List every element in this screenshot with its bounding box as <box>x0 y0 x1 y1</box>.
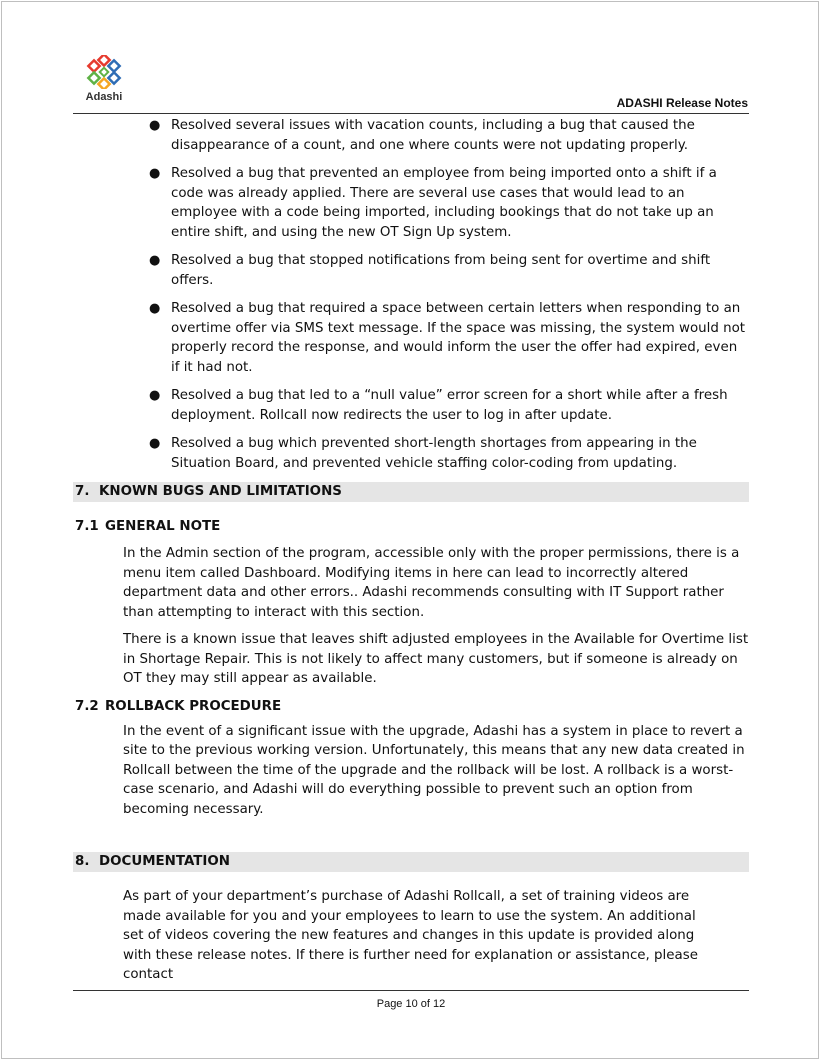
adashi-logo-icon <box>86 55 122 89</box>
page-content <box>73 116 749 985</box>
bullet-text: Resolved a bug that stopped notifications from being sent for overtime and shift offers. <box>171 253 711 288</box>
subsection-heading-rollback <box>73 697 749 716</box>
subsection-number: 7.1 <box>75 519 99 534</box>
section-number: 8. <box>75 854 90 869</box>
logo-text: Adashi <box>85 91 123 103</box>
subsection-title: ROLLBACK PROCEDURE <box>105 698 282 714</box>
section-title: DOCUMENTATION <box>99 854 231 869</box>
list-item <box>73 434 749 473</box>
bullet-text: Resolved a bug that prevented an employee from being imported onto a shift if a code was already applied. There are several use cases that would lead to an employee with a code being imported, including bookings that do not take up an entire shift, and using the new OT Sign Up system. <box>171 166 717 240</box>
subsection-title: GENERAL NOTE <box>105 519 221 534</box>
list-item <box>73 386 749 425</box>
bullet-text: Resolved a bug that required a space between certain letters when responding to an overtime offer via SMS text message. If the space was missing, the system would not properly record the response, and would inform the user the offer had expired, even if it had not. <box>171 301 746 375</box>
section-heading-documentation <box>73 852 749 872</box>
general-note-paragraph-1: In the Admin section of the program, accessible only with the proper permissions, there is a menu item called Dashboard. Modifying items in here can lead to incorrectly altered department data and other errors.. Adashi recommends consulting with IT Support rather than attempting to interact with this section. <box>123 546 740 620</box>
list-item <box>73 164 749 242</box>
section-number: 7. <box>75 484 90 499</box>
bullet-icon: ● <box>149 301 161 316</box>
section-title: KNOWN BUGS AND LIMITATIONS <box>99 484 342 499</box>
bullet-icon: ● <box>149 166 161 181</box>
bullet-text: Resolved a bug which prevented short-length shortages from appearing in the Situation Board, and prevented vehicle staffing color-coding from updating. <box>171 436 697 471</box>
bullet-icon: ● <box>149 436 161 451</box>
rollback-paragraph: In the event of a significant issue with the upgrade, Adashi has a system in place to revert a site to the previous working version. Unfortunately, this means that any new data created in Rollcall between the time of the upgrade and the rollback will be lost. A rollback is a worst-case scenario, and Adashi will do everything possible to prevent such an option from becoming necessary. <box>123 723 745 817</box>
bullet-text: Resolved several issues with vacation counts, including a bug that caused the disappearance of a count, and one where counts were not updating properly. <box>171 118 695 153</box>
fixes-bullet-list <box>73 116 749 473</box>
bullet-text: Resolved a bug that led to a “null value” error screen for a short while after a fresh deployment. Rollcall now redirects the user to log in after update. <box>171 388 728 423</box>
list-item <box>73 251 749 290</box>
footer-divider <box>73 990 749 991</box>
page-number: Page 10 of 12 <box>376 998 446 1010</box>
document-header-title: ADASHI Release Notes <box>616 96 748 110</box>
documentation-paragraph: As part of your department’s purchase of Adashi Rollcall, a set of training videos are made available for you and your employees to learn to use the system. An additional set of videos covering the new features and changes in this update is provided along with these release notes. If there is further need for explanation or assistance, please contact <box>123 889 698 982</box>
subsection-heading-general-note <box>73 517 749 536</box>
subsection-number: 7.2 <box>75 698 99 714</box>
general-note-paragraph-2: There is a known issue that leaves shift adjusted employees in the Available for Overtime list in Shortage Repair. This is not likely to affect many customers, but if someone is already on OT they may still appear as available. <box>123 632 749 686</box>
header-divider <box>73 113 749 114</box>
bullet-icon: ● <box>149 253 161 268</box>
bullet-icon: ● <box>149 388 161 403</box>
list-item <box>73 299 749 377</box>
company-logo <box>84 55 124 103</box>
list-item <box>73 116 749 155</box>
section-heading-known-bugs <box>73 482 749 502</box>
bullet-icon: ● <box>149 118 161 133</box>
